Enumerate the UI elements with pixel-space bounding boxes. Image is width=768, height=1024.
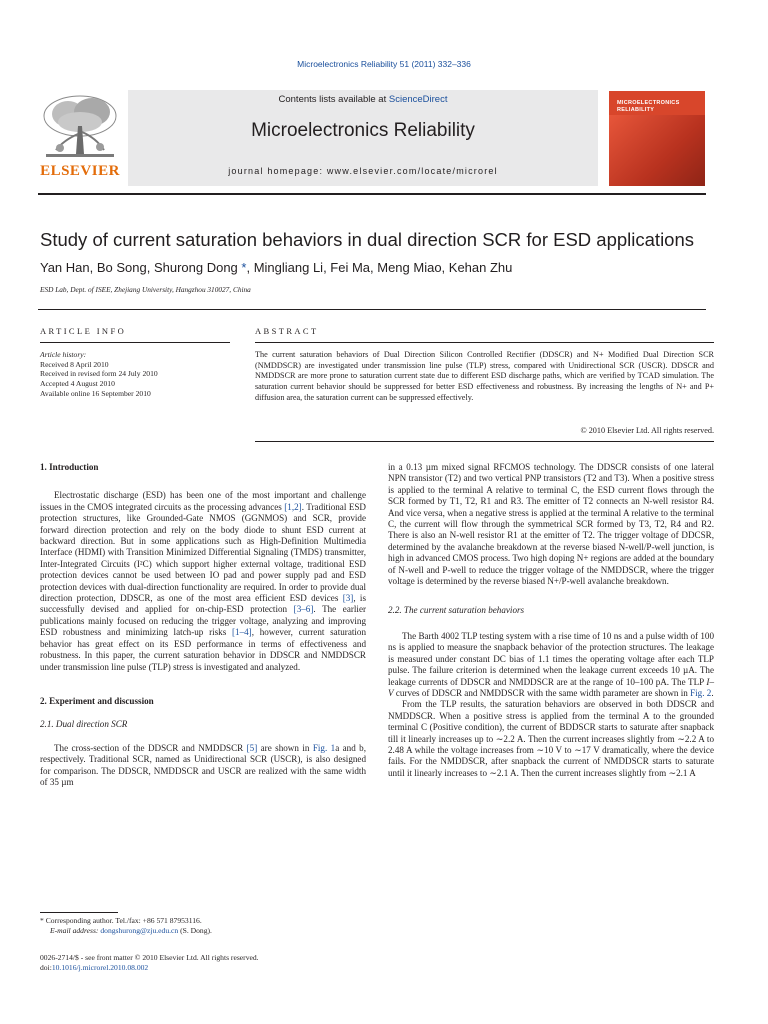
footnote-rule — [40, 912, 118, 913]
sub21-text-2: are shown in — [257, 742, 313, 753]
right-column — [388, 462, 714, 779]
fig-2-link[interactable]: Fig. 2 — [690, 687, 712, 698]
abstract-bottom-rule — [255, 441, 714, 442]
ref-1-4-link[interactable]: [1–4] — [232, 627, 252, 638]
history-revised: Received in revised form 24 July 2010 — [40, 369, 158, 379]
history-online: Available online 16 September 2010 — [40, 388, 151, 398]
history-label: Article history: — [40, 350, 87, 359]
footnote — [40, 916, 366, 936]
journal-reference[interactable]: Microelectronics Reliability 51 (2011) 332–336 — [297, 59, 471, 69]
contents-prefix: Contents lists available at — [278, 94, 389, 105]
article-info-label: ARTICLE INFO — [40, 326, 127, 336]
publication-footer — [40, 953, 440, 973]
email-tail: (S. Dong). — [178, 926, 212, 935]
p2-text-3: . — [711, 687, 714, 698]
doi-link[interactable]: 10.1016/j.microrel.2010.08.002 — [51, 963, 149, 972]
p2-text-2: curves of DDSCR and NMDDSCR with the same width parameter are shown in — [393, 687, 691, 698]
subsection-2-2-heading: 2.2. The current saturation behaviors — [388, 605, 525, 616]
cover-artwork — [609, 115, 705, 186]
ref-3-link[interactable]: [3] — [342, 593, 354, 604]
subsection-2-1-paragraph — [40, 743, 366, 789]
intro-text-2: . Traditional ESD protection structures, like Grounded-Gate NMOS (GGNMOS) and SCR, provide forward direction protection and rely on the body diode to shunt ESD current at backward direction. But in some applications such as High-Definition Multimedia Interface (HDMI) with Transition Minimized Differential Signaling (TMDS) transmitter, Inter-Integrated Circuits (I²C) which support higher external voltage, traditional ESD protection devices cannot be used between IO pad and power supply pad and ESD protection devices with dual-direction functionality are required. In order to provide dual direction protection, DDSCR, as one of the most area efficient ESD devices — [40, 501, 367, 604]
elsevier-tree-logo — [38, 92, 122, 166]
fig-1-link[interactable]: Fig. 1 — [312, 742, 336, 753]
intro-text-3: , is successfully devised and applied for on-chip-ESD protection — [40, 593, 366, 615]
footnote-email-line — [40, 926, 366, 936]
authors-rest: , Mingliang Li, Fei Ma, Meng Miao, Kehan Zhu — [246, 260, 513, 275]
doi-line — [40, 963, 440, 973]
ref-3-6-link[interactable]: [3–6] — [293, 604, 314, 615]
header-rule — [38, 193, 706, 195]
sub21-text-1: The cross-section of the DDSCR and NMDDSCR — [54, 742, 247, 753]
email-link[interactable]: dongshurong@zju.edu.cn — [100, 926, 179, 935]
footnote-corresponding: * Corresponding author. Tel./fax: +86 571 87953116. — [40, 916, 202, 925]
history-received: Received 8 April 2010 — [40, 359, 109, 369]
right-paragraph-2 — [388, 631, 714, 699]
ref-5-link[interactable]: [5] — [246, 742, 258, 753]
email-label: E-mail address: — [50, 926, 101, 935]
issn-line: 0026-2714/$ - see front matter © 2010 Elsevier Ltd. All rights reserved. — [40, 953, 259, 962]
intro-text-5: , however, current saturation behavior has great effect on its ESD performance in terms of effectiveness and robustness. In this paper, the current saturation behavior in DDSCR and NMDDSCR under transmission line pulse (TLP) stress is investigated and analyzed. — [40, 627, 366, 672]
abstract-text: The current saturation behaviors of Dual Direction Silicon Controlled Rectifier (DDSCR) and N+ Modified Dual Direction SCR (NMDDSCR) are investigated under transmission line pulse (TLP) stress, compared with Unidirectional SCR (USCR). DDSCR and NMDDSCR are more prone to saturation current state due to different ESD discharge paths, which are verified by TCAD simulation. The saturation current behavior should be suppressed for better ESD effectiveness and robustness. By increasing the lengths of N+ and P+ diffusion area, the saturation current can be suppressed effectively. — [255, 350, 714, 402]
subsection-2-1-heading: 2.1. Dual direction SCR — [40, 719, 128, 730]
article-history — [40, 350, 240, 399]
abstract-copyright: © 2010 Elsevier Ltd. All rights reserved. — [580, 426, 714, 435]
journal-title: Microelectronics Reliability — [251, 120, 475, 141]
abstract-label: ABSTRACT — [255, 326, 319, 336]
history-accepted: Accepted 4 August 2010 — [40, 379, 115, 389]
cover-caption — [617, 100, 680, 114]
abstract-top-rule — [255, 342, 714, 343]
journal-cover-thumbnail — [609, 91, 705, 186]
article-info-rule — [40, 342, 230, 343]
article-title: Study of current saturation behaviors in dual direction SCR for ESD applications — [40, 229, 695, 250]
right-paragraph-3: From the TLP results, the saturation behaviors are observed in both DDSCR and NMDDSCR. When a positive stress is applied from the terminal A to the grounded terminal C (Positive condition), the current of BDDSCR starts to saturate after snapback till it linearly increases up to ∼2.2 A. Then the current increases slightly from ∼2.2 A to 2.48 A while the voltage increases from ∼10 V to ∼17 V dramatically, where the device fails. For the NMDDSCR, after snapback the current of NMDDSCR starts to saturate until it linearly increases to ∼2.1 A. Then the current increases slightly from ∼2.1 A — [388, 699, 714, 778]
cover-title-line2: RELIABILITY — [617, 107, 655, 113]
left-column — [40, 462, 366, 788]
article-authors — [40, 260, 512, 275]
elsevier-logo-text: ELSEVIER — [40, 163, 120, 179]
authors-first: Yan Han, Bo Song, Shurong Dong — [40, 260, 238, 275]
sciencedirect-link[interactable]: ScienceDirect — [388, 94, 448, 105]
intro-text-4: . The earlier publications mainly focused on reducing the trigger voltage, analyzing and improving ESD robustness and minimizing latch-up risks — [40, 604, 367, 638]
experiment-heading: 2. Experiment and discussion — [40, 695, 154, 706]
sub21-text-3: a and b, respectively. Traditional SCR, named as Unidirectional SCR (USCR), is also designed for comparison. The DDSCR, NMDDSCR and USCR are realized with the same width of 35 µm — [40, 742, 366, 787]
doi-label: doi: — [40, 963, 52, 972]
p2-text-1: The Barth 4002 TLP testing system with a rise time of 10 ns and a pulse width of 100 ns is applied to measure the snapback behavior of the protection structures. The leakage is measured under constant DC bias of 1.1 times the operating voltage after each TLP pulse. The failure criterion is determined when the leakage current exceeds 10 µA. The leakage currents of DDSCR and NMDDSCR are at the range of 10–100 pA. The TLP — [388, 630, 714, 687]
title-rule — [38, 309, 706, 310]
journal-homepage[interactable]: journal homepage: www.elsevier.com/locate/microrel — [228, 166, 498, 176]
p2-iv: I–V — [388, 676, 714, 698]
ref-1-2-link[interactable]: [1,2] — [284, 501, 302, 512]
right-paragraph-1: in a 0.13 µm mixed signal RFCMOS technology. The DDSCR consists of one lateral NPN transistor (T2) and two vertical PNP transistors (T2 and T3). When a positive stress is applied to the terminal A relative to terminal C, the ESD current flows through the SCR formed by T1, T2, R1 and R3. The emitter of T2 connects an N-well resistor R4. And vice versa, when a negative stress is applied at the terminal A relative to the terminal C, the current will flow through the symmetrical SCR formed by T3, T2, R4 and R2. There is also an N-well resistor R1 at the emitter of T2. The trigger voltage of DDCSR, determined by the avalanche breakdown at the reverse biased N-well/P-well junction, is high in advanced CMOS process. Two high doping N+ regions are added at the boundary of N-well and P-well to reduce the trigger voltage of the NMDDSCR, where the trigger voltage is determined by the reverse biased N+/P-well avalanche breakdown. — [388, 462, 714, 587]
intro-paragraph — [40, 490, 366, 673]
corresponding-author-mark[interactable]: * — [237, 260, 247, 275]
contents-line — [128, 94, 598, 105]
intro-heading: 1. Introduction — [40, 462, 99, 472]
cover-title-line1: MICROELECTRONICS — [617, 100, 680, 106]
intro-text-1: Electrostatic discharge (ESD) has been one of the most important and challenge issues in the CMOS integrated circuits as the processing advances — [40, 490, 366, 512]
affiliation: ESD Lab, Dept. of ISEE, Zhejiang University, Hangzhou 310027, China — [40, 285, 251, 294]
